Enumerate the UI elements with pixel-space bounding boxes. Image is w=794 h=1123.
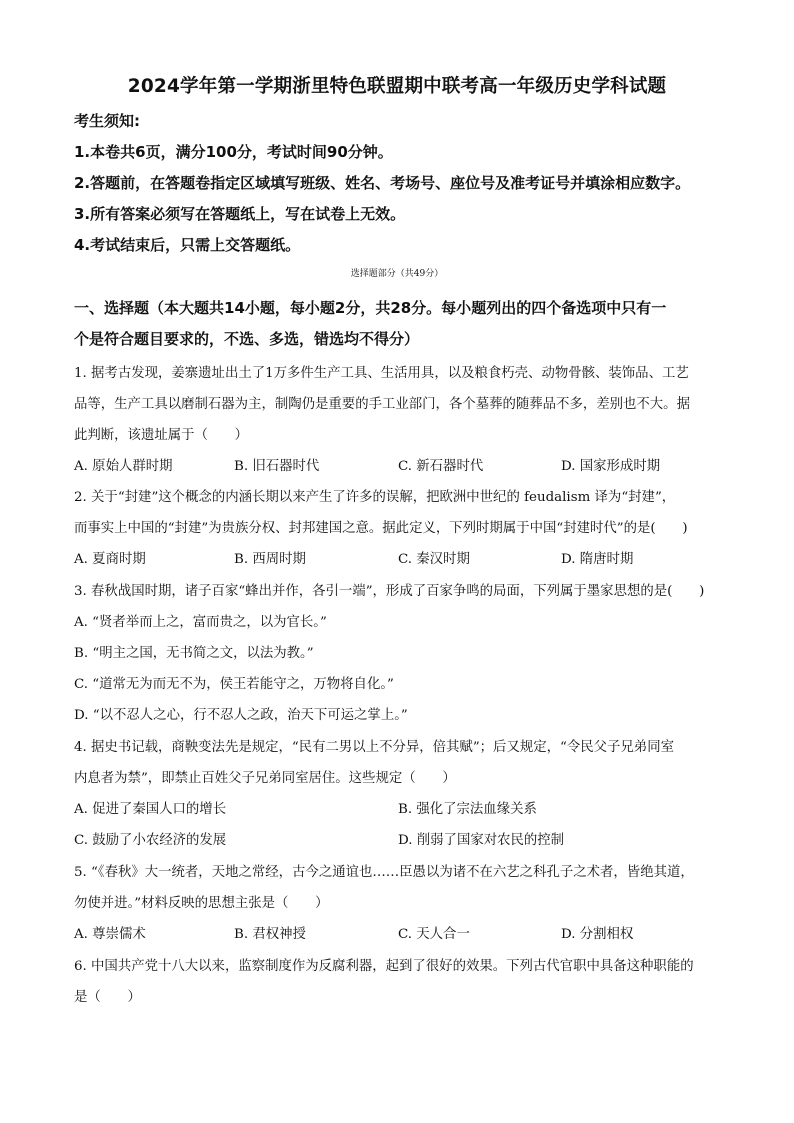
notice-item: 3.所有答案必须写在答题纸上，写在试卷上无效。 bbox=[74, 205, 406, 223]
part-instructions: 一、选择题（本大题共14小题，每小题2分，共28分。每小题列出的四个备选项中只有一 bbox=[74, 299, 667, 317]
option-d: D. 国家形成时期 bbox=[561, 459, 661, 474]
question-text: 而事实上中国的“封建”为贵族分权、封邦建国之意。据此定义，下列时期属于中国“封建时代”的是( ) bbox=[74, 521, 688, 536]
option-c: C. 天人合一 bbox=[398, 927, 470, 942]
question-text: 5. “《春秋》大一统者，天地之常经，古今之通谊也……臣愚以为诸不在六艺之科孔子之术者，皆绝其道， bbox=[74, 865, 694, 880]
option-c: C. “道常无为而无不为，侯王若能守之，万物将自化。” bbox=[74, 677, 394, 692]
notice-item: 2.答题前，在答题卷指定区域填写班级、姓名、考场号、座位号及准考证号并填涂相应数字。 bbox=[74, 174, 691, 192]
question-text: 6. 中国共产党十八大以来，监察制度作为反腐利器，起到了很好的效果。下列古代官职中具备这种职能的 bbox=[74, 959, 694, 974]
option-d: D. 隋唐时期 bbox=[561, 552, 634, 567]
option-a: A. 夏商时期 bbox=[74, 552, 146, 567]
option-b: B. 西周时期 bbox=[234, 552, 306, 567]
section-heading: 选择题部分（共49分） bbox=[350, 269, 444, 279]
option-b: B. 强化了宗法血缘关系 bbox=[398, 802, 537, 817]
option-a: A. 促进了秦国人口的增长 bbox=[74, 802, 227, 817]
exam-title: 2024学年第一学期浙里特色联盟期中联考高一年级历史学科试题 bbox=[127, 76, 667, 97]
question-text: 勿使并进。”材料反映的思想主张是（ ） bbox=[74, 896, 329, 911]
option-a: A. 尊崇儒术 bbox=[74, 927, 146, 942]
question-text: 内息者为禁”，即禁止百姓父子兄弟同室居住。这些规定（ ） bbox=[74, 771, 456, 786]
question-text: 1. 据考古发现，姜寨遗址出土了1万多件生产工具、生活用具，以及粮食朽壳、动物骨骸、装饰品、工艺 bbox=[74, 366, 689, 381]
question-text: 是（ ） bbox=[74, 990, 141, 1005]
option-d: D. “以不忍人之心，行不忍人之政，治天下可运之掌上。” bbox=[74, 708, 408, 723]
option-b: B. 君权神授 bbox=[234, 927, 306, 942]
option-b: B. 旧石器时代 bbox=[234, 459, 320, 474]
option-c: C. 鼓励了小农经济的发展 bbox=[74, 833, 227, 848]
option-a: A. “贤者举而上之，富而贵之，以为官长。” bbox=[74, 615, 327, 630]
question-text: 2. 关于“封建”这个概念的内涵长期以来产生了许多的误解，把欧洲中世纪的 feudalism 译为“封建”， bbox=[74, 490, 676, 505]
option-b: B. “明主之国，无书简之文，以法为教。” bbox=[74, 646, 314, 661]
question-text: 此判断，该遗址属于（ ） bbox=[74, 428, 249, 443]
notice-item: 1.本卷共6页，满分100分，考试时间90分钟。 bbox=[74, 143, 393, 161]
question-text: 品等，生产工具以磨制石器为主，制陶仍是重要的手工业部门，各个墓葬的随葬品不多，差别也不大。据 bbox=[74, 397, 690, 412]
question-text: 3. 春秋战国时期，诸子百家“蜂出并作，各引一端”，形成了百家争鸣的局面，下列属于墨家思想的是( ) bbox=[74, 584, 705, 599]
notice-heading: 考生须知: bbox=[74, 112, 140, 130]
option-c: C. 秦汉时期 bbox=[398, 552, 470, 567]
notice-item: 4.考试结束后，只需上交答题纸。 bbox=[74, 236, 301, 254]
part-instructions: 个是符合题目要求的，不选、多选，错选均不得分） bbox=[74, 330, 420, 348]
option-d: D. 分割相权 bbox=[561, 927, 634, 942]
option-d: D. 削弱了国家对农民的控制 bbox=[398, 833, 565, 848]
option-c: C. 新石器时代 bbox=[398, 459, 484, 474]
option-a: A. 原始人群时期 bbox=[74, 459, 173, 474]
question-text: 4. 据史书记载，商鞅变法先是规定，“民有二男以上不分异，倍其赋”；后又规定，“令民父子兄弟同室 bbox=[74, 740, 674, 755]
